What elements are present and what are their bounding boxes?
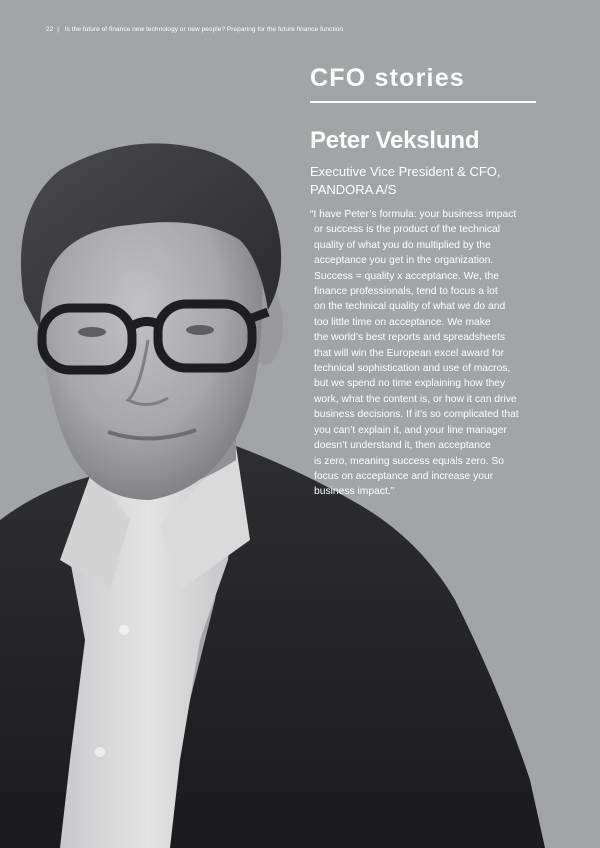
quote-line: “I have Peter’s formula: your business impact bbox=[310, 209, 517, 220]
quote-line: business decisions. If it’s so complicated that bbox=[314, 409, 519, 421]
title-rule bbox=[310, 101, 536, 103]
quote-line: on the technical quality of what we do and bbox=[314, 301, 506, 313]
quote-line: Success = quality x acceptance. We, the bbox=[314, 270, 499, 282]
running-title: Is the future of finance new technology or new people? Preparing for the future finance function bbox=[64, 26, 344, 33]
quote-line: or success is the product of the technical bbox=[314, 224, 501, 236]
quote-line: is zero, meaning success equals zero. So bbox=[314, 455, 505, 467]
eye-right bbox=[186, 325, 214, 335]
person-name: Peter Vekslund bbox=[310, 127, 480, 154]
role-line: Executive Vice President & CFO, bbox=[310, 164, 501, 179]
section-title: CFO stories bbox=[310, 64, 465, 92]
quote-line: you can’t explain it, and your line manager bbox=[314, 424, 507, 436]
quote-line: work, what the content is, or how it can drive bbox=[314, 393, 517, 405]
quote-block bbox=[310, 207, 550, 500]
quote-line: technical sophistication and use of macros, bbox=[314, 363, 511, 375]
quote-line: acceptance you get in the organization. bbox=[314, 255, 494, 267]
role-line: PANDORA A/S bbox=[310, 182, 397, 197]
shirt-button bbox=[119, 625, 129, 635]
quote-line: finance professionals, tend to focus a lot bbox=[314, 286, 498, 298]
quote-line: the world’s best reports and spreadsheets bbox=[314, 332, 505, 344]
person-role bbox=[310, 163, 570, 199]
running-header bbox=[46, 26, 343, 33]
eye-left bbox=[78, 327, 106, 337]
quote-line: that will win the European excel award for bbox=[314, 347, 505, 359]
quote-line: business impact.” bbox=[314, 486, 395, 498]
quote-line: quality of what you do multiplied by the bbox=[314, 239, 491, 251]
header-separator: | bbox=[57, 26, 59, 33]
quote-line: focus on acceptance and increase your bbox=[314, 470, 494, 482]
quote-line: but we spend no time explaining how they bbox=[314, 378, 506, 390]
quote-line: doesn’t understand it, then acceptance bbox=[314, 440, 491, 452]
shirt-button bbox=[95, 747, 105, 757]
page-number: 22 bbox=[46, 26, 54, 33]
quote-line: too little time on acceptance. We make bbox=[314, 316, 491, 328]
